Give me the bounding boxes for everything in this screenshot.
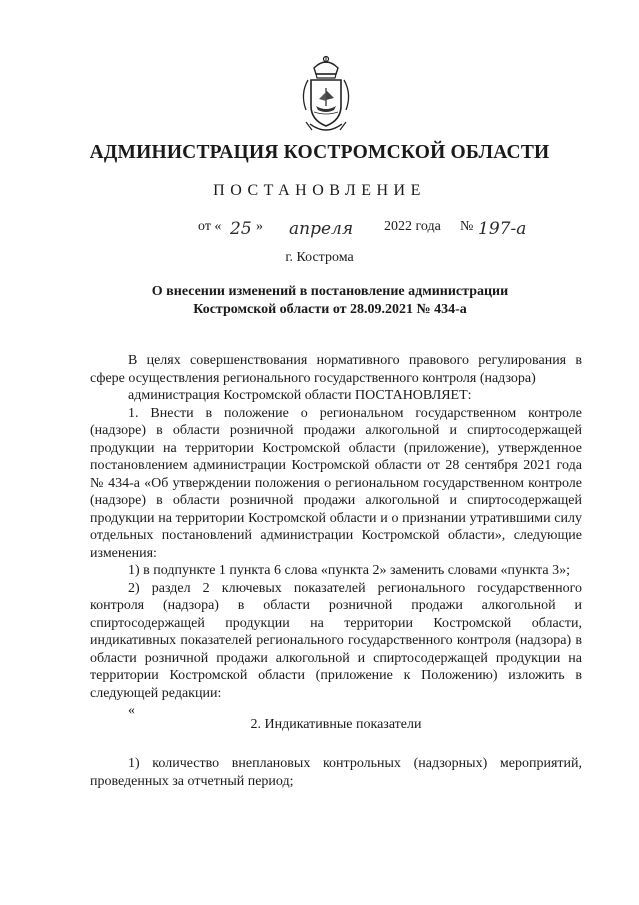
subject-line-2: Костромской области от 28.09.2021 № 434-а [193, 302, 467, 317]
quote-open: « [128, 703, 135, 718]
date-prefix: от « [198, 219, 222, 234]
paragraph-item-1: 1. Внести в положение о региональном государственном контроле (надзоре) в области розничной продажи алкогольной и спиртосодержащей продукции на территории Костромской области (приложение), утвержденное постановлением администрации Костромской области от 28 сентября 2021 года № 434-а «Об утверждении положения о региональном государственном контроле (надзоре) в области розничной продажи алкогольной и спиртосодержащей продукции на территории Костромской области и о признании утратившими силу отдельных постановлений администрации Костромской области», следующие изменения: [90, 405, 582, 561]
paragraph-indicator-1: 1) количество внеплановых контрольных (надзорных) мероприятий, проведенных за отчетный период; [90, 756, 582, 789]
date-day-handwritten: 25 [230, 219, 252, 239]
date-day-close: » [256, 219, 263, 234]
coat-of-arms-emblem [296, 54, 356, 142]
document-subject [60, 283, 600, 319]
subject-line-1: О внесении изменений в постановление администрации [151, 284, 509, 299]
paragraph-resolves: администрация Костромской области ПОСТАНОВЛЯЕТ: [128, 388, 472, 403]
document-number-handwritten: 197-а [478, 219, 527, 239]
document-type: ПОСТАНОВЛЕНИЕ [213, 182, 426, 199]
date-year: 2022 года [384, 219, 441, 234]
date-line [0, 213, 639, 243]
document-body [90, 352, 582, 790]
section-title: 2. Индикативные показатели [250, 716, 422, 732]
city: г. Кострома [285, 250, 354, 265]
organization-title: АДМИНИСТРАЦИЯ КОСТРОМСКОЙ ОБЛАСТИ [89, 142, 550, 163]
paragraph-preamble: В целях совершенствования нормативного правового регулирования в сфере осуществления регионального государственного контроля (надзора) [90, 353, 582, 386]
number-prefix: № [460, 219, 474, 234]
paragraph-subitem-1: 1) в подпункте 1 пункта 6 слова «пункта 2» заменить словами «пункта 3»; [128, 563, 570, 578]
paragraph-subitem-2: 2) раздел 2 ключевых показателей регионального государственного контроля (надзора) в области розничной продажи алкогольной и спиртосодержащей продукции на территории Костромской области, индикативных показателей регионального государственного контроля (надзора) в области розничной продажи алкогольной и спиртосодержащей продукции на территории Костромской области (приложение к Положению) изложить в следующей редакции: [90, 580, 582, 701]
date-month-handwritten: апреля [289, 219, 354, 239]
